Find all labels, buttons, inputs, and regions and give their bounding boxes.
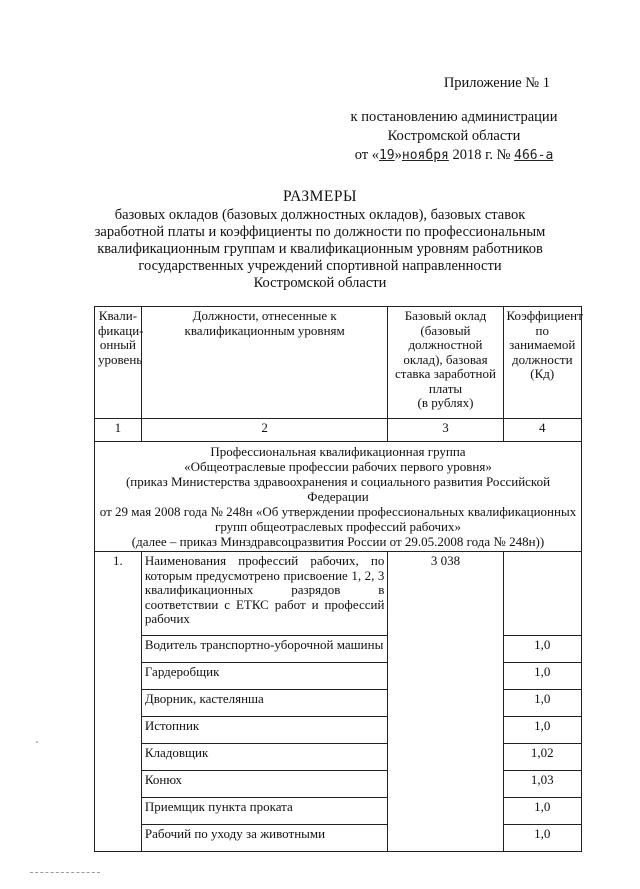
- group-line: от 29 мая 2008 года № 248н «Об утверждении профессиональных квалификационных: [99, 504, 577, 519]
- group-line: Профессиональная квалификационная группа: [210, 444, 466, 459]
- group-line: (далее – приказ Минздравсоцразвития России от 29.05.2008 года № 248н)): [131, 534, 545, 549]
- coefficient-value: 1,03: [503, 771, 581, 798]
- group-row: [95, 442, 582, 552]
- coefficient-value: 1,0: [503, 717, 581, 744]
- title-heading: РАЗМЕРЫ: [282, 188, 358, 205]
- coefficient-value: 1,0: [503, 690, 581, 717]
- salary-table: [94, 306, 582, 852]
- resolution-line1: к постановлению администрации: [350, 109, 558, 125]
- level-number: 1.: [95, 552, 142, 852]
- coefficient-value: 1,02: [503, 744, 581, 771]
- profession-name: Конюх: [141, 771, 388, 798]
- empty-coef-cell: [503, 552, 581, 636]
- base-salary-value: 3 038: [388, 552, 503, 852]
- title-line5: Костромской области: [253, 275, 387, 291]
- handwritten-day: 19: [378, 148, 395, 163]
- title-line1: базовых окладов (базовых должностных окладов), базовых ставок: [114, 207, 526, 223]
- header-base-salary: Базовый оклад (базовый должностной оклад), базовая ставка заработной платы (в рублях): [388, 307, 503, 419]
- resolution-date-line: [324, 146, 584, 165]
- profession-name: Истопник: [141, 717, 388, 744]
- scan-speck: [36, 741, 38, 743]
- table-row: [95, 636, 582, 663]
- header-positions: Должности, отнесенные к квалификационным уровням: [141, 307, 388, 419]
- profession-name: Кладовщик: [141, 744, 388, 771]
- date-prefix: от «: [354, 147, 379, 163]
- column-number-row: [95, 419, 582, 442]
- resolution-line2: Костромской области: [387, 128, 521, 144]
- profession-name: Рабочий по уходу за животными: [141, 825, 388, 852]
- handwritten-number: 466-а: [514, 148, 554, 163]
- title-line3: квалификационным группам и квалификационным уровням работников: [97, 241, 543, 257]
- coefficient-value: 1,0: [503, 636, 581, 663]
- group-description: [95, 442, 582, 552]
- coefficient-value: 1,0: [503, 825, 581, 852]
- title-line2: заработной платы и коэффициенты по должности по профессиональным: [94, 224, 546, 240]
- group-line: «Общеотраслевые профессии рабочих первого уровня»: [184, 459, 492, 474]
- column-number: 3: [388, 419, 503, 442]
- title-line4: государственных учреждений спортивной направленности: [138, 258, 502, 274]
- appendix-label: Приложение № 1: [443, 75, 550, 91]
- profession-name: Гардеробщик: [141, 663, 388, 690]
- date-year: 2018 г. №: [448, 147, 515, 163]
- footer-dashed-line: [30, 872, 100, 873]
- table-header-row: [95, 307, 582, 419]
- level-row: [95, 552, 582, 636]
- profession-name: Дворник, кастелянша: [141, 690, 388, 717]
- header-coefficient: Коэффициент по занимаемой должности (Кд): [503, 307, 581, 419]
- group-line: групп общеотраслевых профессий рабочих»: [214, 519, 462, 534]
- profession-name: Приемщик пункта проката: [141, 798, 388, 825]
- table-row: [95, 825, 582, 852]
- table-row: [95, 690, 582, 717]
- group-line: (приказ Министерства здравоохранения и социального развития Российской Федерации: [125, 474, 551, 504]
- column-number: 2: [141, 419, 388, 442]
- table-row: [95, 663, 582, 690]
- coefficient-value: 1,0: [503, 663, 581, 690]
- table-row: [95, 798, 582, 825]
- handwritten-month: ноября: [401, 148, 449, 163]
- document-title: [90, 188, 550, 292]
- header-qualification-level: Квали- фикаци- онный уровень: [95, 307, 142, 419]
- table-row: [95, 744, 582, 771]
- date-quote-close: »: [394, 147, 402, 163]
- profession-name: Водитель транспортно-уборочной машины: [141, 636, 388, 663]
- level-description: Наименования профессий рабочих, по которым предусмотрено присвоение 1, 2, 3 квалификационных разрядов в соответствии с ЕТКС работ и профессий рабочих: [141, 552, 388, 636]
- table-row: [95, 771, 582, 798]
- resolution-block: [324, 108, 584, 165]
- table-row: [95, 717, 582, 744]
- column-number: 1: [95, 419, 142, 442]
- coefficient-value: 1,0: [503, 798, 581, 825]
- column-number: 4: [503, 419, 581, 442]
